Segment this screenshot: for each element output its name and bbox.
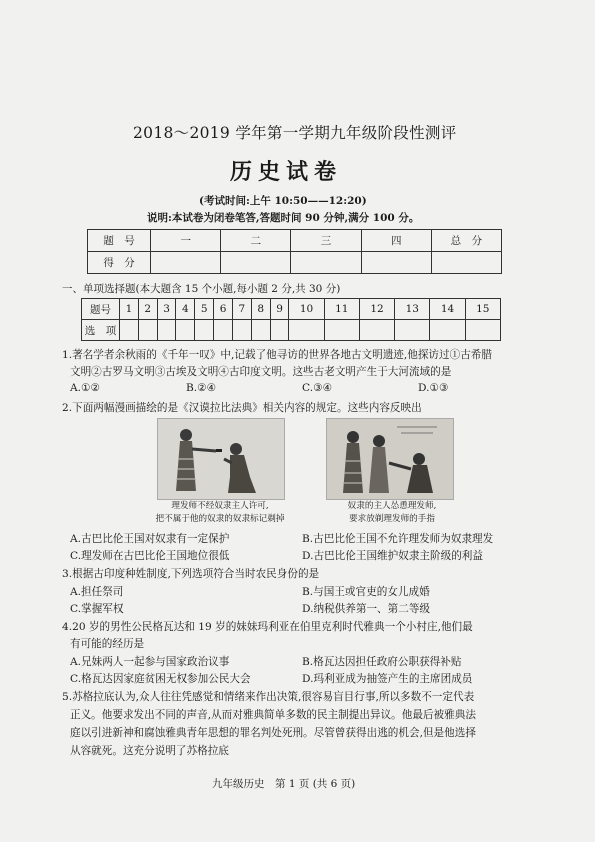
q2-caption-right: [312, 500, 472, 526]
question-number-cell: 11: [324, 299, 359, 320]
question-number-cell: 2: [138, 299, 157, 320]
score-table-header-cell: 总 分: [431, 230, 501, 252]
q1-stem-line2: 文明②古罗马文明③古埃及文明④古印度文明。这些古老文明产生于大河流域的是: [70, 366, 452, 378]
answer-cell[interactable]: [430, 320, 465, 341]
answer-table-label: 选 项: [82, 320, 120, 341]
score-table-header-cell: 二: [221, 230, 291, 252]
score-table-header-cell: 三: [291, 230, 361, 252]
question-number-cell: 14: [430, 299, 465, 320]
answer-cell[interactable]: [176, 320, 195, 341]
question-number-cell: 9: [270, 299, 289, 320]
question-number-cell: 12: [359, 299, 394, 320]
answer-cell[interactable]: [324, 320, 359, 341]
question-number-cell: 4: [176, 299, 195, 320]
q3-stem: 3.根据古印度种姓制度,下列选项符合当时农民身份的是: [62, 568, 320, 580]
score-table: [87, 229, 502, 274]
answer-cell[interactable]: [232, 320, 251, 341]
q4-option-b[interactable]: B.格瓦达因担任政府公职获得补贴: [302, 656, 462, 668]
answer-cell[interactable]: [138, 320, 157, 341]
q1-option-c[interactable]: C.③④: [302, 382, 333, 394]
exam-time: (考试时间:上午 10:50——12:20): [199, 195, 367, 207]
q3-option-c[interactable]: C.掌握军权: [70, 603, 124, 615]
q4-option-c[interactable]: C.格瓦达因家庭贫困无权参加公民大会: [70, 673, 251, 685]
q2-option-d[interactable]: D.古巴比伦王国维护奴隶主阶级的利益: [302, 550, 483, 562]
exam-title: 2018～2019 学年第一学期九年级阶段性测评: [133, 124, 457, 142]
question-number-cell: 8: [251, 299, 270, 320]
score-cell[interactable]: [361, 252, 431, 274]
section1-heading: 一、单项选择题(本大题含 15 个小题,每小题 2 分,共 30 分): [62, 283, 341, 295]
q4-option-a[interactable]: A.兄妹两人一起参与国家政治议事: [70, 656, 230, 668]
answer-table: [81, 298, 501, 341]
q2-stem: 2.下面两幅漫画描绘的是《汉谟拉比法典》相关内容的规定。这些内容反映出: [62, 402, 422, 414]
q4-stem-line2: 有可能的经历是: [70, 638, 145, 650]
barber-shaving-slave-illustration: [158, 419, 284, 499]
answer-cell[interactable]: [359, 320, 394, 341]
answer-cell[interactable]: [465, 320, 500, 341]
question-number-cell: 3: [157, 299, 176, 320]
barber-hand-punishment-illustration: [327, 419, 453, 499]
score-table-header-cell: 题 号: [88, 230, 151, 252]
answer-cell[interactable]: [195, 320, 214, 341]
exam-instructions: 说明:本试卷为闭卷笔答,答题时间 90 分钟,满分 100 分。: [147, 212, 420, 224]
q5-stem-line2: 正义。他要求发出不同的声音,从而对雅典简单多数的民主制提出异议。他最后被雅典法: [70, 709, 476, 721]
q2-caption-right-line2: 要求放剃理发师的手指: [349, 514, 435, 524]
answer-cell[interactable]: [157, 320, 176, 341]
score-cell[interactable]: [151, 252, 221, 274]
question-number-cell: 13: [395, 299, 430, 320]
q1-stem-line1: 1.著名学者余秋雨的《千年一叹》中,记载了他寻访的世界各地古文明遗迹,他探访过①古希腊: [62, 349, 492, 361]
question-number-cell: 7: [232, 299, 251, 320]
q1-option-a[interactable]: A.①②: [70, 382, 101, 394]
q2-option-b[interactable]: B.古巴比伦王国不允许理发师为奴隶理发: [302, 533, 494, 545]
q5-stem-line1: 5.苏格拉底认为,众人往往凭感觉和情绪来作出决策,很容易盲目行事,所以多数不一定代表: [62, 691, 475, 703]
question-number-cell: 1: [120, 299, 139, 320]
answer-cell[interactable]: [289, 320, 324, 341]
q1-option-d[interactable]: D.①③: [418, 382, 449, 394]
score-table-header-cell: 四: [361, 230, 431, 252]
answer-cell[interactable]: [120, 320, 139, 341]
question-number-cell: 5: [195, 299, 214, 320]
q5-stem-line4: 从容就死。这充分说明了苏格拉底: [70, 745, 229, 757]
q2-caption-left: [140, 500, 300, 526]
score-row-label: 得 分: [88, 252, 151, 274]
q2-caption-left-line2: 把不属于他的奴隶的奴隶标记剃掉: [155, 514, 285, 524]
subject-title: 历史试卷: [230, 159, 343, 185]
score-table-header-cell: 一: [151, 230, 221, 252]
question-number-cell: 15: [465, 299, 500, 320]
q3-option-d[interactable]: D.纳税供养第一、第二等级: [302, 603, 431, 615]
q4-stem-line1: 4.20 岁的男性公民格瓦达和 19 岁的妹妹玛利亚在伯里克利时代雅典一个小村庄,他们最: [62, 621, 473, 633]
score-cell[interactable]: [221, 252, 291, 274]
q3-option-b[interactable]: B.与国王或官吏的女儿成婚: [302, 586, 430, 598]
q2-option-a[interactable]: A.古巴比伦王国对奴隶有一定保护: [70, 533, 230, 545]
answer-cell[interactable]: [214, 320, 233, 341]
score-cell[interactable]: [431, 252, 501, 274]
answer-table-label: 题号: [82, 299, 120, 320]
q2-cartoon-right: [326, 418, 454, 500]
answer-cell[interactable]: [395, 320, 430, 341]
answer-cell[interactable]: [251, 320, 270, 341]
question-number-cell: 6: [214, 299, 233, 320]
q4-option-d[interactable]: D.玛利亚成为抽签产生的主席团成员: [302, 673, 473, 685]
q1-option-b[interactable]: B.②④: [186, 382, 217, 394]
page-footer: 九年级历史 第 1 页 (共 6 页): [212, 778, 356, 790]
question-number-cell: 10: [289, 299, 324, 320]
q2-caption-right-line1: 奴隶的主人怂恿理发师,: [347, 501, 437, 511]
q3-option-a[interactable]: A.担任祭司: [70, 586, 124, 598]
q5-stem-line3: 庭以引进新神和腐蚀雅典青年思想的罪名判处死刑。尽管曾获得出逃的机会,但是他选择: [70, 727, 476, 739]
q2-cartoon-left: [157, 418, 285, 500]
answer-cell[interactable]: [270, 320, 289, 341]
q2-option-c[interactable]: C.理发师在古巴比伦王国地位很低: [70, 550, 230, 562]
q2-caption-left-line1: 理发师不经奴隶主人许可,: [171, 501, 269, 511]
score-cell[interactable]: [291, 252, 361, 274]
